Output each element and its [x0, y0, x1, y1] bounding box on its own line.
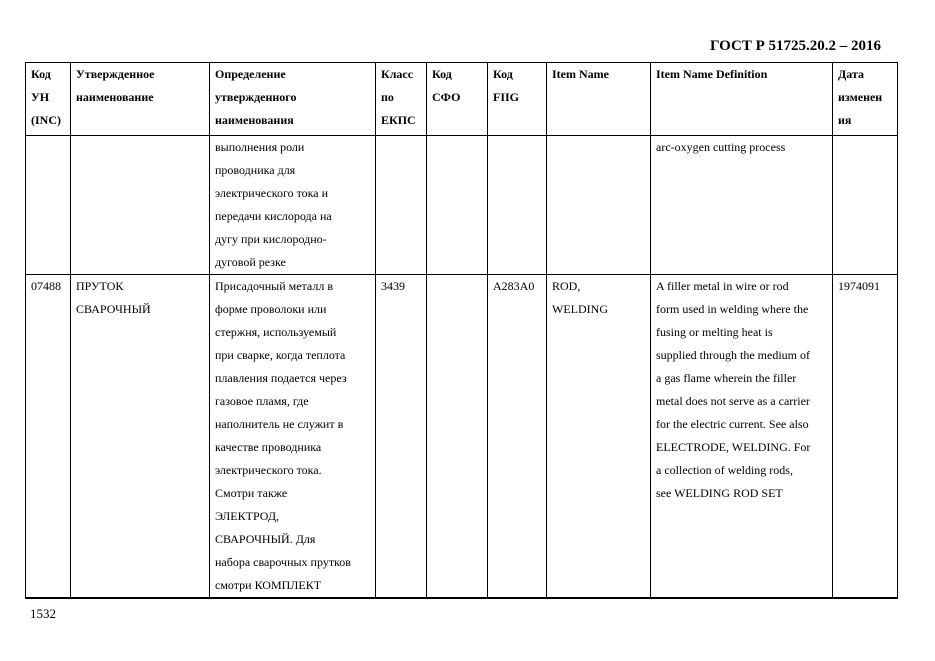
column-header-fiig-code: Код FIIG	[488, 63, 547, 136]
cell-fiig-code: A283A0	[488, 275, 547, 599]
cell-definition: выполнения роли проводника для электрического тока и передачи кислорода на дугу при кислородно- дуговой резке	[210, 136, 376, 275]
column-header-definition: Определение утвержденного наименования	[210, 63, 376, 136]
cell-item-name-definition: A filler metal in wire or rod form used in welding where the fusing or melting heat is supplied through the medium of a gas flame wherein the filler metal does not serve as a carrier for the electric current. See also ELECTRODE, WELDING. For a collection of welding rods, see WELDING ROD SET	[651, 275, 833, 599]
table-row	[26, 136, 898, 275]
document-title: ГОСТ Р 51725.20.2 – 2016	[710, 38, 882, 54]
page-number: 1532	[30, 606, 56, 621]
cell-inc	[26, 136, 71, 275]
cell-ekps-class: 3439	[376, 275, 427, 599]
column-header-change-date: Дата изменен ия	[833, 63, 898, 136]
table-row	[26, 275, 898, 599]
table-header-row	[26, 63, 898, 136]
column-header-ekps-class: Класс по ЕКПС	[376, 63, 427, 136]
cell-definition: Присадочный металл в форме проволоки или стержня, используемый при сварке, когда теплота плавления подается через газовое пламя, где наполнитель не служит в качестве проводника электрического тока. Смотри также ЭЛЕКТРОД, СВАРОЧНЫЙ. Для набора сварочных прутков смотри КОМПЛЕКТ	[210, 275, 376, 599]
column-header-item-name-definition: Item Name Definition	[651, 63, 833, 136]
cell-fiig-code	[488, 136, 547, 275]
cell-item-name: ROD, WELDING	[547, 275, 651, 599]
column-header-approved-name: Утвержденное наименование	[71, 63, 210, 136]
cell-change-date	[833, 136, 898, 275]
cell-change-date: 1974091	[833, 275, 898, 599]
cell-item-name-definition: arc-oxygen cutting process	[651, 136, 833, 275]
column-header-item-name: Item Name	[547, 63, 651, 136]
cell-approved-name: ПРУТОК СВАРОЧНЫЙ	[71, 275, 210, 599]
cell-item-name	[547, 136, 651, 275]
cell-ekps-class	[376, 136, 427, 275]
column-header-inc: Код УН (INC)	[26, 63, 71, 136]
cell-inc: 07488	[26, 275, 71, 599]
column-header-sfo-code: Код СФО	[427, 63, 488, 136]
nomenclature-table	[25, 62, 898, 599]
cell-sfo-code	[427, 275, 488, 599]
cell-sfo-code	[427, 136, 488, 275]
cell-approved-name	[71, 136, 210, 275]
